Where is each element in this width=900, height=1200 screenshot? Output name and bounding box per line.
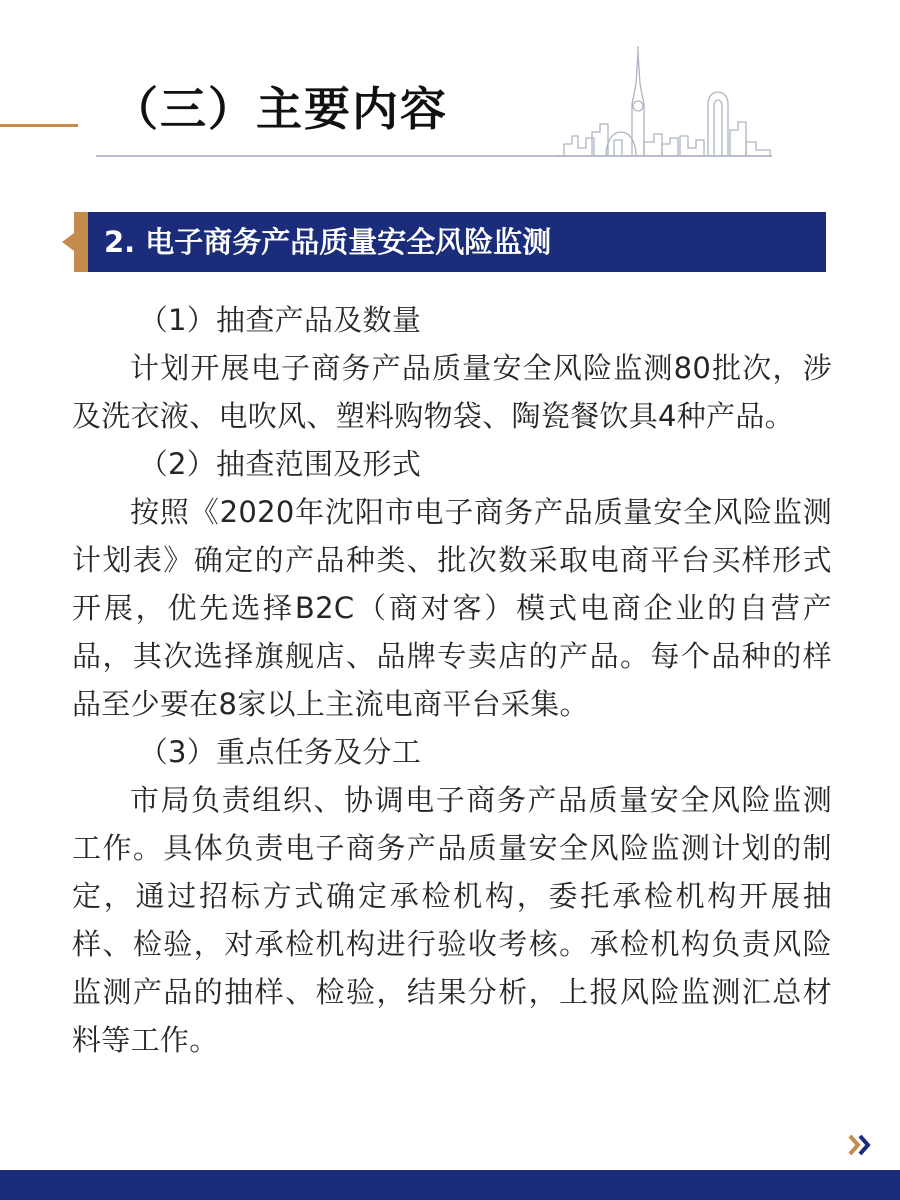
subheading-products-quantity: （1）抽查产品及数量 [138, 303, 422, 337]
subheading-scope-format: （2）抽查范围及形式 [138, 447, 422, 481]
section-title: 2. 电子商务产品质量安全风险监测 [104, 225, 552, 259]
section-bar-edge [74, 212, 88, 272]
page-title: （三）主要内容 [112, 82, 448, 136]
paragraph-tasks-division: 市局负责组织、协调电子商务产品质量安全风险监测工作。具体负责电子商务产品质量安全风险监测计划的制定，通过招标方式确定承检机构，委托承检机构开展抽样、检验，对承检机构进行验收考核。承检机构负责风险监测产品的抽样、检验，结果分析，上报风险监测汇总材料等工作。 [72, 783, 832, 1057]
footer-bar [0, 1170, 900, 1200]
paragraph-products-quantity: 计划开展电子商务产品质量安全风险监测80批次，涉及洗衣液、电吹风、塑料购物袋、陶瓷餐饮具4种产品。 [72, 351, 832, 433]
body-content [72, 296, 832, 1064]
paragraph-scope-format: 按照《2020年沈阳市电子商务产品质量安全风险监测计划表》确定的产品种类、批次数采取电商平台买样形式开展，优先选择B2C（商对客）模式电商企业的自营产品，其次选择旗舰店、品牌专卖店的产品。每个品种的样品至少要在8家以上主流电商平台采集。 [72, 495, 832, 721]
double-chevron-right-icon[interactable] [846, 1130, 876, 1160]
section-bar-arrow [62, 233, 74, 251]
city-skyline-icon [556, 44, 776, 160]
subheading-tasks-division: （3）重点任务及分工 [138, 735, 422, 769]
header-accent-line [0, 124, 78, 127]
